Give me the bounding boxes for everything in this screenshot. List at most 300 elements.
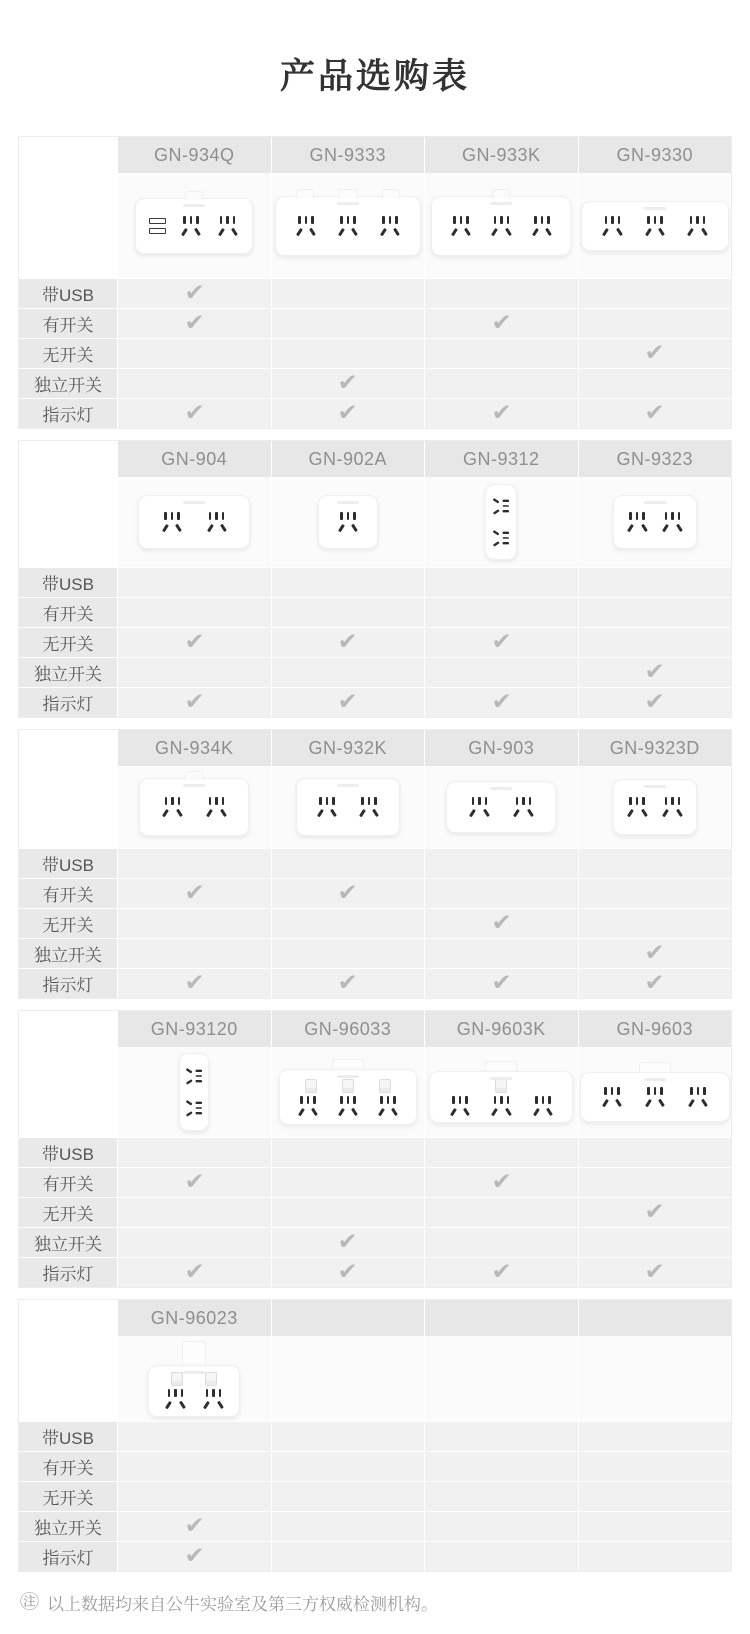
product-image — [580, 1047, 730, 1137]
feature-check-cell — [578, 1481, 732, 1511]
table-corner-cell — [19, 137, 117, 278]
feature-check-cell — [271, 848, 425, 878]
feature-label — [19, 1257, 117, 1287]
brand-mark — [183, 501, 205, 504]
socket-row — [136, 216, 252, 236]
product-model-header — [578, 441, 732, 477]
product-image — [148, 1336, 240, 1421]
feature-check-cell — [117, 657, 271, 687]
product-image-cell — [271, 477, 425, 567]
feature-check-cell — [424, 1451, 578, 1481]
check-icon: ✔ — [491, 1169, 512, 1195]
feature-label-text: 指示灯 — [42, 695, 94, 714]
brand-mark — [183, 1371, 205, 1374]
product-image-cell — [578, 477, 732, 567]
feature-check-cell — [117, 1197, 271, 1227]
top-tab — [185, 771, 203, 780]
product-image-cell — [117, 173, 271, 278]
socket-group — [336, 512, 360, 532]
product-image-cell — [271, 173, 425, 278]
product-image-cell — [117, 477, 271, 567]
plug-stem — [182, 1341, 206, 1366]
socket-row — [430, 1096, 572, 1116]
product-model: GN-9603K — [456, 1018, 546, 1039]
socket-group — [660, 512, 684, 532]
product-table-1 — [18, 136, 732, 429]
feature-label-text: 无开关 — [42, 346, 94, 365]
check-icon: ✔ — [184, 970, 205, 996]
feature-label — [19, 1451, 117, 1481]
socket-group — [625, 797, 649, 817]
product-image — [318, 477, 378, 567]
feature-label-text: 无开关 — [42, 1489, 94, 1508]
brand-mark — [644, 207, 666, 210]
feature-label — [19, 398, 117, 428]
feature-check-cell — [117, 687, 271, 717]
feature-check-cell — [578, 1227, 732, 1257]
product-image — [581, 173, 729, 278]
feature-check-cell — [271, 1421, 425, 1451]
feature-label-text: 独立开关 — [34, 665, 102, 684]
feature-check-cell — [117, 597, 271, 627]
feature-check-cell — [578, 627, 732, 657]
socket-group — [357, 797, 381, 817]
feature-label-text: 独立开关 — [34, 1519, 102, 1538]
product-image-cell — [578, 1047, 732, 1137]
socket-group — [643, 1087, 667, 1107]
switch-icon — [342, 1079, 354, 1093]
check-icon: ✔ — [644, 340, 665, 366]
feature-label-text: 有开关 — [42, 886, 94, 905]
brand-mark — [490, 202, 512, 205]
product-image-cell — [578, 173, 732, 278]
feature-check-cell — [424, 597, 578, 627]
product-model-header — [578, 137, 732, 173]
socket-group — [449, 216, 473, 236]
check-icon: ✔ — [337, 400, 358, 426]
top-tab — [339, 189, 357, 198]
feature-check-cell — [424, 687, 578, 717]
socket-group — [378, 216, 402, 236]
check-icon: ✔ — [337, 1229, 358, 1255]
feature-check-cell — [424, 338, 578, 368]
product-image — [296, 766, 400, 848]
adapter-body — [446, 781, 556, 833]
brand-mark — [337, 202, 359, 205]
product-model: GN-904 — [161, 448, 228, 469]
feature-check-cell — [578, 278, 732, 308]
socket-group — [530, 216, 554, 236]
check-icon: ✔ — [184, 1259, 205, 1285]
socket-group — [493, 531, 509, 544]
socket-group — [531, 1096, 555, 1116]
check-icon: ✔ — [491, 970, 512, 996]
socket-group — [643, 216, 667, 236]
product-model-header — [578, 1011, 732, 1047]
check-icon: ✔ — [491, 629, 512, 655]
product-model-header — [271, 441, 425, 477]
product-image-cell — [117, 1047, 271, 1137]
socket-group — [686, 1087, 710, 1107]
feature-check-cell — [117, 1481, 271, 1511]
product-image-cell — [578, 766, 732, 848]
top-tab — [296, 189, 314, 198]
feature-check-cell — [117, 1511, 271, 1541]
product-image — [429, 1047, 573, 1137]
feature-label — [19, 308, 117, 338]
feature-check-cell — [271, 657, 425, 687]
feature-label — [19, 1137, 117, 1167]
feature-label — [19, 657, 117, 687]
socket-group — [204, 797, 228, 817]
feature-check-cell — [271, 1481, 425, 1511]
feature-check-cell — [578, 308, 732, 338]
feature-check-cell — [424, 1197, 578, 1227]
feature-label-text: 有开关 — [42, 1175, 94, 1194]
feature-check-cell — [117, 627, 271, 657]
product-model: GN-93120 — [150, 1018, 238, 1039]
feature-check-cell — [271, 368, 425, 398]
feature-check-cell — [117, 338, 271, 368]
check-icon: ✔ — [644, 970, 665, 996]
product-model-header — [117, 1011, 271, 1047]
feature-check-cell — [117, 908, 271, 938]
product-image — [139, 766, 249, 848]
product-model: GN-934K — [154, 737, 234, 758]
feature-label — [19, 368, 117, 398]
product-model-header — [424, 1011, 578, 1047]
feature-check-cell — [424, 908, 578, 938]
feature-check-cell — [424, 968, 578, 998]
top-tab — [382, 189, 400, 198]
feature-check-cell — [117, 1421, 271, 1451]
adapter-body — [138, 495, 250, 549]
check-icon: ✔ — [184, 280, 205, 306]
product-model: GN-9312 — [462, 448, 540, 469]
feature-label-text: 独立开关 — [34, 1235, 102, 1254]
feature-label — [19, 968, 117, 998]
feature-label — [19, 848, 117, 878]
feature-check-cell — [578, 848, 732, 878]
product-model-header — [117, 137, 271, 173]
switch-row — [149, 1372, 239, 1386]
feature-check-cell — [578, 938, 732, 968]
socket-group — [336, 216, 360, 236]
socket-group — [625, 512, 649, 532]
check-icon: ✔ — [491, 910, 512, 936]
socket-row — [614, 512, 696, 532]
feature-label — [19, 1511, 117, 1541]
product-model: GN-9323D — [609, 737, 700, 758]
product-model-header — [117, 1300, 271, 1336]
feature-check-cell — [424, 1137, 578, 1167]
feature-label-text: 无开关 — [42, 1205, 94, 1224]
product-image-cell — [424, 477, 578, 567]
adapter-body — [179, 1053, 209, 1131]
switch-icon — [305, 1079, 317, 1093]
feature-check-cell — [424, 938, 578, 968]
comparison-tables — [18, 136, 732, 1572]
product-model-header — [578, 730, 732, 766]
feature-check-cell — [271, 338, 425, 368]
socket-group — [201, 1389, 225, 1409]
feature-check-cell — [424, 278, 578, 308]
product-image-cell — [117, 766, 271, 848]
feature-check-cell — [424, 398, 578, 428]
feature-check-cell — [117, 368, 271, 398]
socket-row — [140, 797, 248, 817]
socket-row — [297, 797, 399, 817]
socket-group — [294, 216, 318, 236]
feature-check-cell — [271, 1257, 425, 1287]
feature-check-cell — [271, 627, 425, 657]
feature-check-cell — [578, 398, 732, 428]
feature-check-cell — [424, 1167, 578, 1197]
switch-icon — [171, 1372, 183, 1386]
product-image — [613, 766, 697, 848]
feature-label-text: 带USB — [42, 575, 94, 594]
feature-label — [19, 938, 117, 968]
footnote-text: 以上数据均来自公牛实验室及第三方权威检测机构。 — [47, 1595, 439, 1614]
feature-check-cell — [271, 567, 425, 597]
check-icon: ✔ — [184, 689, 205, 715]
brand-mark — [337, 501, 359, 504]
feature-check-cell — [578, 1257, 732, 1287]
feature-label-text: 指示灯 — [42, 1549, 94, 1568]
socket-row — [447, 797, 555, 817]
table-corner-cell — [19, 441, 117, 567]
check-icon: ✔ — [184, 1169, 205, 1195]
usb-ports-icon — [149, 218, 166, 234]
product-image — [613, 477, 697, 567]
socket-row — [276, 216, 420, 236]
product-image-cell — [424, 766, 578, 848]
feature-check-cell — [578, 657, 732, 687]
brand-mark — [337, 784, 359, 787]
feature-check-cell — [424, 1481, 578, 1511]
feature-check-cell — [117, 278, 271, 308]
feature-check-cell — [271, 1511, 425, 1541]
feature-label-text: 指示灯 — [42, 406, 94, 425]
adapter-body — [135, 198, 253, 254]
adapter-body — [148, 1365, 240, 1417]
socket-group — [467, 797, 491, 817]
feature-check-cell — [271, 1137, 425, 1167]
product-image — [446, 766, 556, 848]
brand-mark — [644, 1078, 666, 1081]
feature-label-text: 指示灯 — [42, 1265, 94, 1284]
adapter-body — [275, 196, 421, 256]
product-model-header — [424, 730, 578, 766]
feature-check-cell — [578, 567, 732, 597]
product-model-header — [271, 730, 425, 766]
usb-port-icon — [149, 228, 166, 234]
socket-group — [600, 1087, 624, 1107]
feature-check-cell — [578, 1451, 732, 1481]
check-icon: ✔ — [491, 689, 512, 715]
socket-group — [493, 500, 509, 513]
usb-port-icon — [149, 218, 166, 224]
socket-group — [160, 797, 184, 817]
socket-group — [186, 1102, 202, 1115]
brand-mark — [490, 787, 512, 790]
feature-check-cell — [271, 1541, 425, 1571]
feature-label-text: 无开关 — [42, 916, 94, 935]
product-image — [135, 173, 253, 278]
product-image — [179, 1047, 209, 1137]
switch-row — [280, 1079, 416, 1093]
socket-row — [614, 797, 696, 817]
feature-check-cell — [578, 1197, 732, 1227]
product-model: GN-9323 — [616, 448, 694, 469]
feature-check-cell — [578, 368, 732, 398]
feature-check-cell — [271, 908, 425, 938]
product-model: GN-9333 — [309, 144, 387, 165]
feature-check-cell — [424, 848, 578, 878]
product-model: GN-96033 — [304, 1018, 392, 1039]
feature-check-cell — [271, 1197, 425, 1227]
check-icon: ✔ — [644, 659, 665, 685]
feature-label-text: 有开关 — [42, 1459, 94, 1478]
check-icon: ✔ — [184, 1543, 205, 1569]
feature-label — [19, 597, 117, 627]
adapter-body — [318, 495, 378, 549]
feature-check-cell — [117, 1227, 271, 1257]
feature-label — [19, 1167, 117, 1197]
feature-check-cell — [117, 878, 271, 908]
adapter-body — [429, 1071, 573, 1123]
feature-check-cell — [424, 657, 578, 687]
socket-row — [582, 216, 728, 236]
feature-label-text: 独立开关 — [34, 376, 102, 395]
feature-check-cell — [117, 1257, 271, 1287]
check-icon: ✔ — [337, 970, 358, 996]
brand-mark — [183, 204, 205, 207]
product-image — [138, 477, 250, 567]
feature-check-cell — [117, 848, 271, 878]
product-table-5 — [18, 1299, 732, 1572]
feature-check-cell — [578, 597, 732, 627]
check-icon: ✔ — [491, 400, 512, 426]
product-model: GN-9330 — [616, 144, 694, 165]
check-icon: ✔ — [337, 880, 358, 906]
product-model: GN-96023 — [150, 1307, 238, 1328]
feature-check-cell — [117, 1451, 271, 1481]
socket-row — [149, 1389, 239, 1409]
product-table-2 — [18, 440, 732, 718]
feature-label — [19, 1421, 117, 1451]
feature-check-cell — [271, 278, 425, 308]
product-image — [431, 173, 571, 278]
product-image — [275, 173, 421, 278]
feature-label — [19, 1227, 117, 1257]
feature-check-cell — [578, 338, 732, 368]
socket-group — [600, 216, 624, 236]
feature-label-text: 独立开关 — [34, 946, 102, 965]
brand-mark — [644, 785, 666, 788]
feature-label-text: 指示灯 — [42, 976, 94, 995]
brand-mark — [337, 1075, 359, 1078]
feature-check-cell — [424, 1421, 578, 1451]
socket-row — [280, 1096, 416, 1116]
product-image — [485, 477, 517, 567]
page-title: 产品选购表 — [279, 57, 470, 96]
feature-check-cell — [271, 687, 425, 717]
feature-check-cell — [271, 878, 425, 908]
note-circle-icon: ㊟ — [20, 1592, 40, 1613]
switch-row — [430, 1079, 572, 1093]
adapter-body — [581, 201, 729, 251]
feature-check-cell — [578, 1167, 732, 1197]
feature-label-text: 有开关 — [42, 316, 94, 335]
product-model-header — [117, 730, 271, 766]
product-table-3 — [18, 729, 732, 999]
socket-row — [432, 216, 570, 236]
feature-check-cell — [578, 1421, 732, 1451]
socket-group — [160, 512, 184, 532]
feature-check-cell — [424, 1511, 578, 1541]
switch-icon — [495, 1079, 507, 1093]
feature-label-text: 无开关 — [42, 635, 94, 654]
check-icon: ✔ — [644, 1199, 665, 1225]
product-image-cell — [424, 1047, 578, 1137]
socket-row — [139, 512, 249, 532]
feature-label — [19, 1541, 117, 1571]
adapter-body — [485, 484, 517, 560]
adapter-body — [279, 1069, 417, 1125]
feature-check-cell — [271, 597, 425, 627]
feature-label — [19, 908, 117, 938]
socket-group — [489, 216, 513, 236]
feature-check-cell — [424, 1541, 578, 1571]
feature-check-cell — [271, 1227, 425, 1257]
adapter-body — [613, 495, 697, 549]
check-icon: ✔ — [184, 400, 205, 426]
product-image-cell — [424, 1336, 578, 1421]
feature-check-cell — [424, 627, 578, 657]
product-model-header — [271, 137, 425, 173]
socket-group — [216, 216, 240, 236]
product-image — [279, 1047, 417, 1137]
switch-icon — [379, 1079, 391, 1093]
feature-check-cell — [578, 1511, 732, 1541]
check-icon: ✔ — [337, 370, 358, 396]
product-table-4 — [18, 1010, 732, 1288]
feature-label — [19, 1481, 117, 1511]
top-tab — [185, 191, 203, 200]
feature-label-text: 带USB — [42, 1429, 94, 1448]
feature-label-text: 带USB — [42, 856, 94, 875]
product-model: GN-902A — [308, 448, 388, 469]
feature-check-cell — [271, 1451, 425, 1481]
feature-check-cell — [578, 687, 732, 717]
socket-group — [179, 216, 203, 236]
adapter-body — [296, 778, 400, 836]
feature-check-cell — [578, 968, 732, 998]
feature-check-cell — [578, 1541, 732, 1571]
product-model-header — [271, 1011, 425, 1047]
brand-mark — [183, 784, 205, 787]
feature-label-text: 带USB — [42, 1145, 94, 1164]
feature-check-cell — [424, 878, 578, 908]
check-icon: ✔ — [184, 880, 205, 906]
feature-label — [19, 878, 117, 908]
feature-check-cell — [424, 368, 578, 398]
product-model: GN-934Q — [153, 144, 235, 165]
feature-check-cell — [424, 1227, 578, 1257]
feature-label — [19, 338, 117, 368]
feature-check-cell — [578, 1137, 732, 1167]
